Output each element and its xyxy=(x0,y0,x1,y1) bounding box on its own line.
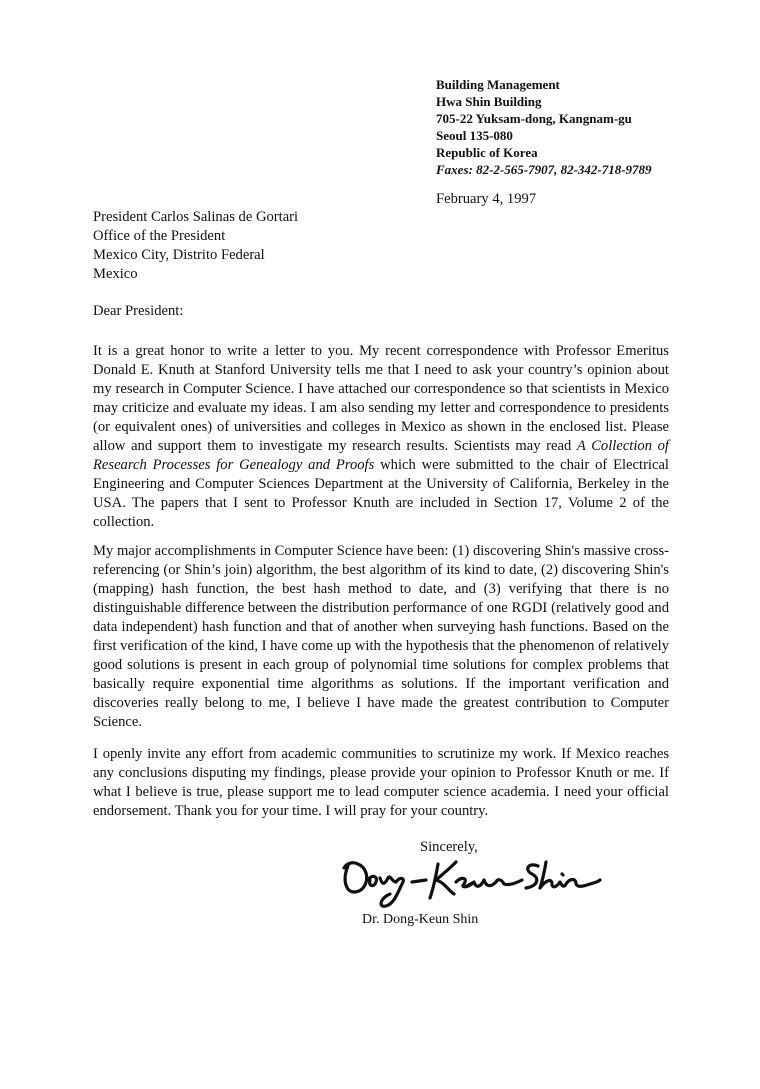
closing: Sincerely, xyxy=(420,839,478,855)
body-paragraph-1-part-b: which were submitted to the chair of Electrical Engineering and Computer Sciences Department at the University of California, Berkeley in the USA. The papers that I sent to Professor Knuth are included in Section 17, Volume 2 of the collection. xyxy=(93,457,669,530)
body-paragraph-2: My major accomplishments in Computer Science have been: (1) discovering Shin's massive cross-referencing (or Shin’s join) algorithm, the best algorithm of its kind to date, (2) discovering Shin's (mapping) hash function, the best hash method to date, and (3) verifying that there is no distinguishable difference between the distribution performance of one RGDI (relatively good and data independent) hash function and that of another when surveying hash functions. Based on the first verification of the kind, I have come up with the hypothesis that the phenomenon of relatively good solutions is present in each group of polynomial time solutions for complex problems that basically require exponential time algorithms as solutions. If the important verification and discoveries really belong to me, I believe I have made the greatest contribution to Computer Science. xyxy=(93,543,669,730)
letter-date: February 4, 1997 xyxy=(436,191,537,207)
body-paragraph-1-part-a: It is a great honor to write a letter to you. My recent correspondence with Professor Emeritus Donald E. Knuth at Stanford University tells me that I need to ask your country’s opinion about my research in Computer Science. I have attached our correspondence so that scientists in Mexico may criticize and evaluate my ideas. I am also sending my letter and correspondence to presidents (or equivalent ones) of universities and colleges in Mexico as shown in the enclosed list. Please allow and support them to investigate my research results. Scientists may read xyxy=(93,343,669,454)
recipient-line-2: Office of the President xyxy=(93,228,226,244)
recipient-line-4: Mexico xyxy=(93,266,138,282)
body-paragraph-1 xyxy=(93,342,669,532)
recipient-line-1: President Carlos Salinas de Gortari xyxy=(93,209,299,225)
sender-line-5: Republic of Korea xyxy=(436,145,538,160)
recipient-line-3: Mexico City, Distrito Federal xyxy=(93,247,265,263)
sender-faxes: Faxes: 82-2-565-7907, 82-342-718-9789 xyxy=(436,162,652,177)
sender-line-4: Seoul 135-080 xyxy=(436,128,513,143)
handwritten-signature xyxy=(338,852,604,910)
sender-line-2: Hwa Shin Building xyxy=(436,94,542,109)
signer-name: Dr. Dong-Keun Shin xyxy=(362,912,479,927)
sender-address xyxy=(436,76,652,178)
collection-title: A Collection of Research Processes for Genealogy and Proofs xyxy=(93,438,669,473)
body-paragraph-3: I openly invite any effort from academic communities to scrutinize my work. If Mexico reaches any conclusions disputing my findings, please provide your opinion to Professor Knuth or me. If what I believe is true, please support me to lead computer science academia. I need your official endorsement. Thank you for your time. I will pray for your country. xyxy=(93,746,669,819)
salutation: Dear President: xyxy=(93,303,184,319)
recipient-address xyxy=(93,208,298,284)
sender-line-3: 705-22 Yuksam-dong, Kangnam-gu xyxy=(436,111,632,126)
sender-line-1: Building Management xyxy=(436,77,560,92)
